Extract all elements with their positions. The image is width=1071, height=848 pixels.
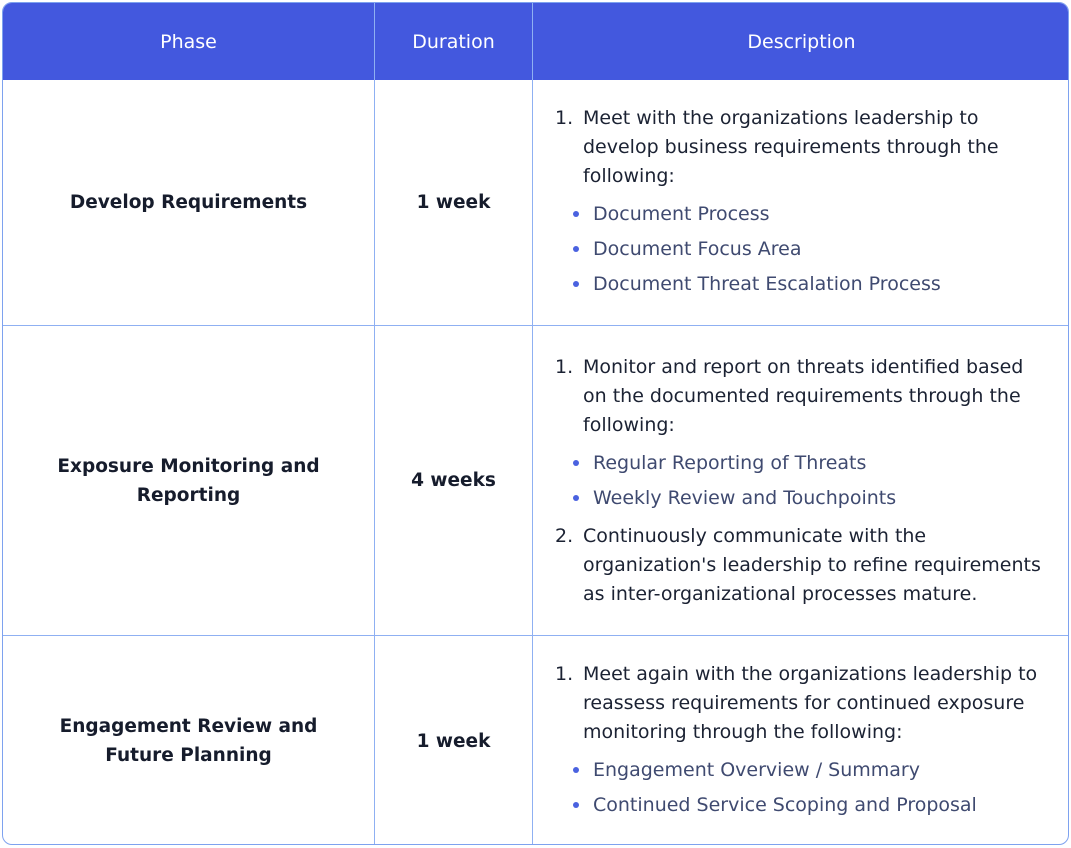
description-cell — [533, 326, 1068, 635]
item-number: 2. — [555, 524, 574, 547]
table-row — [3, 80, 1068, 325]
bullet-text: Regular Reporting of Threats — [593, 451, 867, 474]
phase-cell: Develop Requirements — [69, 192, 308, 213]
item-text: Continuously communicate with the organization's leadership to refine requirements as inter-organizational processes mature. — [583, 524, 1041, 605]
header-description: Description — [747, 30, 856, 53]
table-row — [3, 326, 1068, 635]
numbered-item — [555, 660, 1052, 747]
duration-cell: 1 week — [416, 192, 491, 213]
header-duration: Duration — [412, 30, 495, 53]
item-text: Meet again with the organizations leadership to reassess requirements for continued exposure monitoring through the following: — [583, 662, 1038, 743]
item-text: Monitor and report on threats identified based on the documented requirements through the following: — [583, 355, 1024, 436]
bullet-icon — [573, 767, 579, 773]
list-item — [573, 197, 1052, 232]
bullet-text: Document Focus Area — [593, 237, 802, 260]
item-number: 1. — [555, 355, 574, 378]
header-phase: Phase — [160, 30, 217, 53]
bullet-icon — [573, 802, 579, 808]
phase-cell: Exposure Monitoring and Reporting — [57, 455, 320, 506]
bullet-icon — [573, 246, 579, 252]
phase-cell: Engagement Review and Future Planning — [59, 716, 318, 766]
item-number: 1. — [555, 662, 574, 685]
description-cell — [533, 636, 1068, 845]
bullet-text: Weekly Review and Touchpoints — [593, 486, 897, 509]
bullet-list — [573, 753, 1052, 823]
table-header — [3, 3, 1068, 80]
numbered-item — [555, 522, 1052, 609]
item-text: Meet with the organizations leadership to develop business requirements through the following: — [583, 106, 999, 187]
bullet-text: Engagement Overview / Summary — [593, 758, 920, 781]
phase-table — [2, 2, 1069, 845]
duration-cell: 1 week — [416, 730, 491, 752]
list-item — [573, 753, 1052, 788]
bullet-text: Document Threat Escalation Process — [593, 272, 941, 295]
numbered-item — [555, 353, 1052, 440]
list-item — [573, 481, 1052, 516]
list-item — [573, 232, 1052, 267]
bullet-text: Continued Service Scoping and Proposal — [593, 793, 977, 816]
bullet-icon — [573, 211, 579, 217]
bullet-list — [573, 197, 1052, 302]
list-item — [573, 788, 1052, 823]
numbered-item — [555, 104, 1052, 191]
bullet-icon — [573, 460, 579, 466]
description-cell — [533, 80, 1068, 325]
table-row — [3, 636, 1068, 845]
list-item — [573, 446, 1052, 481]
bullet-list — [573, 446, 1052, 516]
bullet-text: Document Process — [593, 202, 770, 225]
duration-cell: 4 weeks — [411, 470, 496, 491]
item-number: 1. — [555, 106, 574, 129]
bullet-icon — [573, 495, 579, 501]
list-item — [573, 267, 1052, 302]
bullet-icon — [573, 281, 579, 287]
